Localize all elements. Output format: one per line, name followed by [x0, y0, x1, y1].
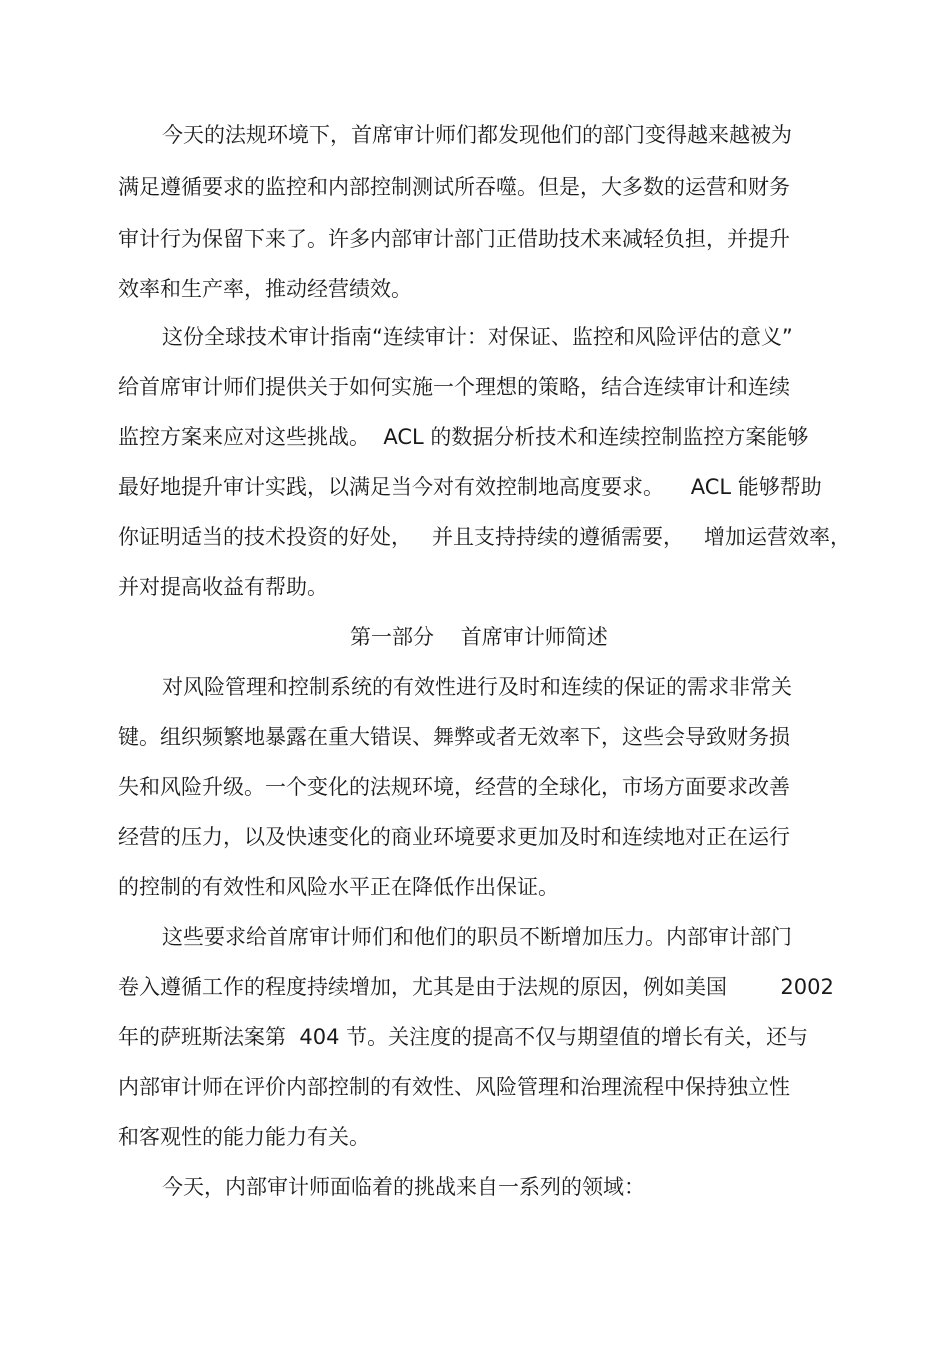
- section-heading: 第一部分 首席审计师简述: [350, 625, 608, 649]
- paragraph-4-line-1: 这些要求给首席审计师们和他们的职员不断增加压力。内部审计部门: [162, 925, 792, 949]
- paragraph-2-line-4: 最好地提升审计实践，以满足当今对有效控制地高度要求。 ACL 能够帮助: [118, 475, 822, 499]
- paragraph-4-line-3: 年的萨班斯法案第 404 节。关注度的提高不仅与期望值的增长有关，还与: [118, 1025, 809, 1049]
- paragraph-1-line-4: 效率和生产率，推动经营绩效。: [118, 277, 412, 301]
- paragraph-1-line-2: 满足遵循要求的监控和内部控制测试所吞噬。但是，大多数的运营和财务: [118, 175, 790, 199]
- paragraph-4-line-4: 内部审计师在评价内部控制的有效性、风险管理和治理流程中保持独立性: [118, 1075, 790, 1099]
- paragraph-2-line-2: 给首席审计师们提供关于如何实施一个理想的策略，结合连续审计和连续: [118, 375, 790, 399]
- paragraph-2-line-5: 你证明适当的技术投资的好处， 并且支持持续的遵循需要， 增加运营效率，: [118, 525, 852, 549]
- paragraph-4-line-5: 和客观性的能力能力有关。: [118, 1125, 370, 1149]
- paragraph-2-line-6: 并对提高收益有帮助。: [118, 575, 328, 599]
- paragraph-3-line-5: 的控制的有效性和风险水平正在降低作出保证。: [118, 875, 559, 899]
- paragraph-5-line-1: 今天，内部审计师面临着的挑战来自一系列的领域：: [162, 1175, 645, 1199]
- paragraph-3-line-4: 经营的压力，以及快速变化的商业环境要求更加及时和连续地对正在运行: [118, 825, 790, 849]
- paragraph-4-line-2: 卷入遵循工作的程度持续增加，尤其是由于法规的原因，例如美国 2002: [118, 975, 834, 999]
- paragraph-2-line-3: 监控方案来应对这些挑战。 ACL 的数据分析技术和连续控制监控方案能够: [118, 425, 809, 449]
- paragraph-1-line-3: 审计行为保留下来了。许多内部审计部门正借助技术来减轻负担，并提升: [118, 227, 790, 251]
- paragraph-1-line-1: 今天的法规环境下，首席审计师们都发现他们的部门变得越来越被为: [162, 123, 792, 147]
- paragraph-3-line-1: 对风险管理和控制系统的有效性进行及时和连续的保证的需求非常关: [162, 675, 792, 699]
- paragraph-2-line-1: 这份全球技术审计指南“连续审计：对保证、监控和风险评估的意义”: [162, 325, 793, 349]
- paragraph-3-line-3: 失和风险升级。一个变化的法规环境，经营的全球化，市场方面要求改善: [118, 775, 790, 799]
- paragraph-3-line-2: 键。组织频繁地暴露在重大错误、舞弊或者无效率下，这些会导致财务损: [118, 725, 790, 749]
